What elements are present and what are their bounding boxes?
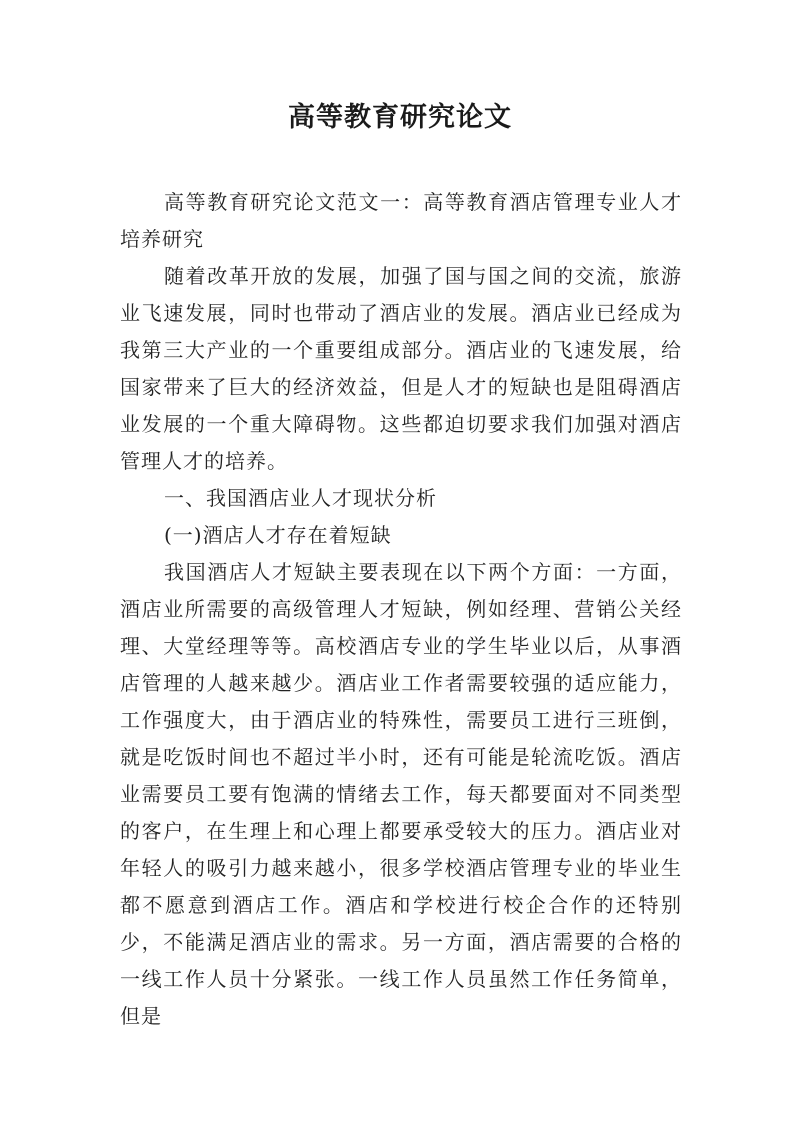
- document-body: [120, 184, 682, 1035]
- section-heading: 一、我国酒店业人才现状分析: [164, 486, 437, 510]
- paragraph-intro: 随着改革开放的发展，加强了国与国之间的交流，旅游业飞速发展，同时也带动了酒店业的发展。酒店业已经成为我第三大产业的一个重要组成部分。酒店业的飞速发展，给国家带来了巨大的经济效益，但是人才的短缺也是阻碍酒店业发展的一个重大障碍物。这些都迫切要求我们加强对酒店管理人才的培养。: [120, 264, 682, 473]
- document-title: 高等教育研究论文: [288, 102, 512, 133]
- paragraph-subtitle: 高等教育研究论文范文一：高等教育酒店管理专业人才培养研究: [120, 190, 682, 251]
- subsection-heading: (一)酒店人才存在着短缺: [164, 523, 392, 547]
- paragraph-shortage: 我国酒店人才短缺主要表现在以下两个方面：一方面，酒店业所需要的高级管理人才短缺，例如经理、营销公关经理、大堂经理等等。高校酒店专业的学生毕业以后，从事酒店管理的人越来越少。酒店业工作者需要较强的适应能力，工作强度大，由于酒店业的特殊性，需要员工进行三班倒，就是吃饭时间也不超过半小时，还有可能是轮流吃饭。酒店业需要员工要有饱满的情绪去工作，每天都要面对不同类型的客户，在生理上和心理上都要承受较大的压力。酒店业对年轻人的吸引力越来越小，很多学校酒店管理专业的毕业生都不愿意到酒店工作。酒店和学校进行校企合作的还特别少，不能满足酒店业的需求。另一方面，酒店需要的合格的一线工作人员十分紧张。一线工作人员虽然工作任务简单，但是: [120, 560, 682, 1028]
